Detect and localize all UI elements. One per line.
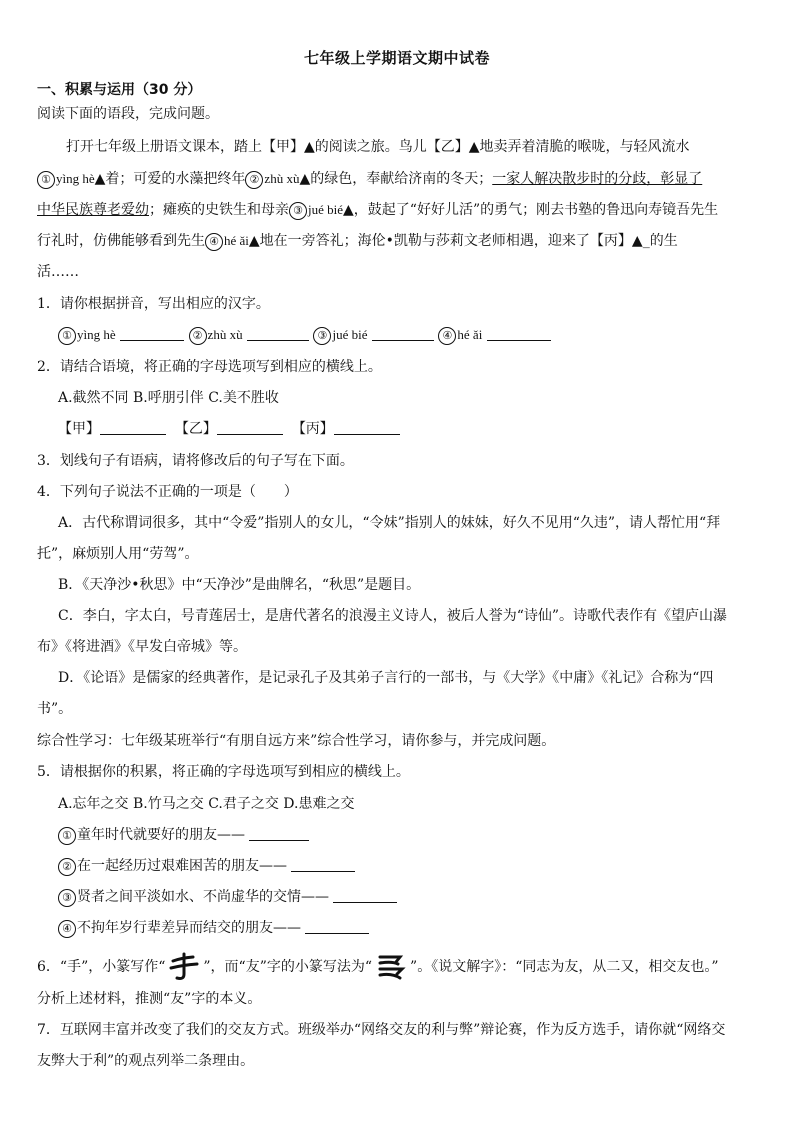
option-b: B．《天净沙•秋思》中“天净沙”是曲牌名，“秋思”是题目。	[58, 577, 421, 593]
answer-blank[interactable]	[333, 888, 397, 903]
question-3: 3．划线句子有语病，请将修改后的句子写在下面。	[37, 453, 354, 469]
question-1-blanks	[58, 325, 780, 345]
answer-blank[interactable]	[217, 420, 283, 435]
pinyin: jué bié	[332, 327, 368, 342]
question-text: ”。《说文解字》：“同志为友，从二又，相交友也。”	[410, 959, 719, 975]
question-5-item-2	[58, 856, 780, 876]
passage-line-1: 打开七年级上册语文课本，踏上【甲】▲的阅读之旅。鸟儿【乙】▲地卖弄着清脆的喉咙，与轻风流水	[66, 139, 690, 155]
circled-number: ③	[289, 202, 307, 220]
pinyin: yìng hè	[77, 327, 116, 342]
question-5-item-4	[58, 918, 780, 938]
passage-text: ▲地在一旁答礼；海伦•凯勒与莎莉文老师相遇，迎来了【丙】▲_的生	[248, 233, 678, 249]
answer-blank[interactable]	[100, 420, 166, 435]
pinyin: zhù xù	[207, 327, 243, 342]
slot-label: 【甲】	[58, 421, 100, 437]
question-5: 5．请根据你的积累，将正确的字母选项写到相应的横线上。	[37, 764, 410, 780]
question-7-line-1: 7．互联网丰富并改变了我们的交友方式。班级举办“网络交友的利与弊”辩论赛，作为反方选手，请你就“网络交	[37, 1022, 726, 1038]
option-d-line-2: 书”。	[37, 701, 73, 717]
answer-blank[interactable]	[120, 326, 184, 341]
circled-number: ②	[189, 327, 207, 345]
passage-line-5: 活……	[37, 264, 79, 280]
answer-blank[interactable]	[334, 420, 400, 435]
circled-number: ①	[37, 171, 55, 189]
item-text: 童年时代就要好的朋友——	[77, 827, 245, 843]
passage-line-3	[37, 200, 759, 220]
pinyin: hé ǎi	[457, 327, 483, 342]
circled-number: ④	[58, 920, 76, 938]
answer-blank[interactable]	[487, 326, 551, 341]
circled-number: ②	[58, 858, 76, 876]
option-c-line-1: C．李白，字太白，号青莲居士，是唐代著名的浪漫主义诗人，被后人誉为“诗仙”。诗歌代表作有《望庐山瀑	[58, 608, 728, 624]
question-7-line-2: 友弊大于利”的观点列举二条理由。	[37, 1053, 255, 1069]
circled-number: ①	[58, 827, 76, 845]
answer-blank[interactable]	[291, 857, 355, 872]
question-text: 6．“手”，小篆写作“	[37, 959, 166, 975]
circled-number: ①	[58, 327, 76, 345]
passage-text: ；瘫痪的史铁生和母亲	[149, 202, 289, 218]
question-2-blanks	[58, 419, 780, 439]
passage-line-4	[37, 231, 759, 251]
pinyin: zhù xù	[264, 171, 300, 186]
question-text: ”，而“友”字的小篆写法为“	[203, 959, 373, 975]
question-5-item-3	[58, 887, 780, 907]
question-6	[37, 952, 759, 982]
section-heading: 一、积累与运用（30 分）	[37, 82, 202, 98]
option-c-line-2: 布》《将进酒》《早发白帝城》等。	[37, 639, 247, 655]
answer-blank[interactable]	[305, 919, 369, 934]
passage-text: ▲的绿色，奉献给济南的冬天；	[299, 171, 493, 187]
question-2-options: A.截然不同 B.呼朋引伴 C.美不胜收	[58, 390, 279, 406]
question-6-line-2: 分析上述材料，推测“友”字的本义。	[37, 991, 262, 1007]
option-a-line-2: 托”，麻烦别人用“劳驾”。	[37, 546, 199, 562]
option-a-line-1: A．古代称谓词很多，其中“令爱”指别人的女儿，“令妹”指别人的妹妹，好久不见用“久违”，请人帮忙用“拜	[58, 515, 721, 531]
slot-label: 【丙】	[291, 421, 334, 437]
question-4: 4．下列句子说法不正确的一项是（ ）	[37, 484, 298, 500]
answer-blank[interactable]	[247, 326, 309, 341]
answer-blank[interactable]	[372, 326, 434, 341]
circled-number: ③	[58, 889, 76, 907]
underlined-sentence: 中华民族尊老爱幼	[37, 202, 149, 218]
pinyin: yìng hè	[56, 171, 95, 186]
option-d-line-1: D．《论语》是儒家的经典著作，是记录孔子及其弟子言行的一部书，与《大学》《中庸》《礼记》合称为“四	[58, 670, 714, 686]
circled-number: ④	[205, 233, 223, 251]
passage-text: 行礼时，仿佛能够看到先生	[37, 233, 205, 249]
question-5-item-1	[58, 825, 780, 845]
section-intro: 阅读下面的语段，完成问题。	[37, 106, 219, 122]
pinyin: hé ǎi	[224, 233, 249, 248]
item-text: 贤者之间平淡如水、不尚虚华的交情——	[77, 889, 329, 905]
underlined-sentence: 一家人解决散步时的分歧，彰显了	[492, 171, 703, 187]
question-1: 1．请你根据拼音，写出相应的汉字。	[37, 296, 270, 312]
slot-label: 【乙】	[174, 421, 217, 437]
circled-number: ③	[313, 327, 331, 345]
item-text: 在一起经历过艰难困苦的朋友——	[77, 858, 287, 874]
circled-number: ②	[245, 171, 263, 189]
seal-script-you-image	[374, 952, 408, 982]
pinyin: jué bié	[308, 202, 344, 217]
passage-line-2	[37, 169, 759, 189]
answer-blank[interactable]	[249, 826, 309, 841]
passage-text: ▲，鼓起了“好好儿活”的勇气；刚去书塾的鲁迅向寿镜吾先生	[343, 202, 719, 218]
item-text: 不拘年岁行辈差异而结交的朋友——	[77, 920, 301, 936]
comprehensive-intro: 综合性学习：七年级某班举行“有朋自远方来”综合性学习，请你参与，并完成问题。	[37, 733, 556, 749]
circled-number: ④	[438, 327, 456, 345]
passage-text: ▲着；可爱的水藻把终年	[94, 171, 246, 187]
question-2: 2．请结合语境，将正确的字母选项写到相应的横线上。	[37, 359, 382, 375]
page-title: 七年级上学期语文期中试卷	[303, 49, 490, 67]
seal-script-shou-image	[167, 952, 201, 982]
question-5-options: A.忘年之交 B.竹马之交 C.君子之交 D.患难之交	[58, 796, 355, 812]
